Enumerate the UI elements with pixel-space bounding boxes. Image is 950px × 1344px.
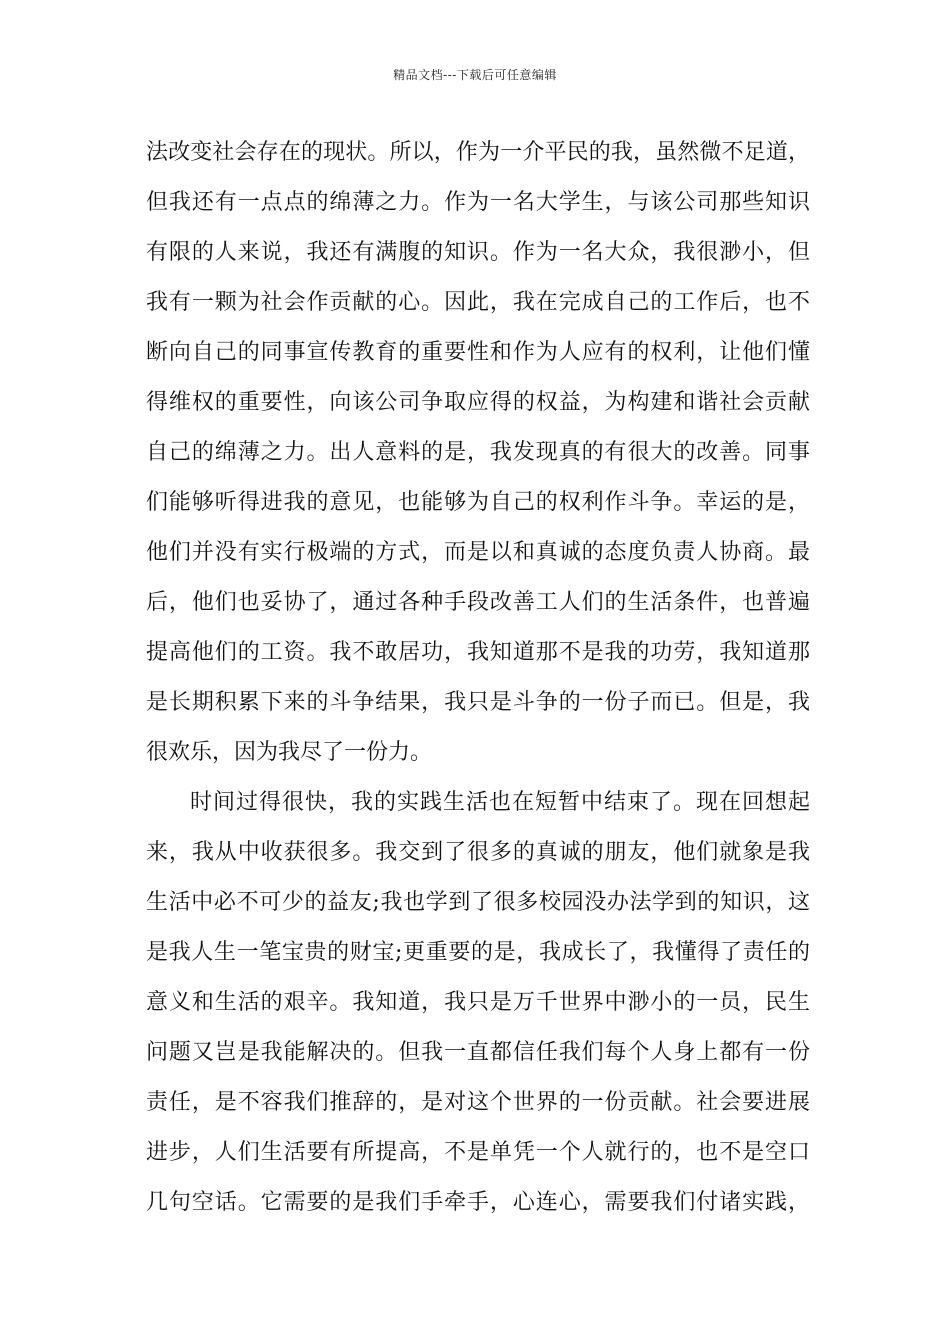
page-header: 精品文档---下载后可任意编辑 [393,68,557,82]
text-line: 自己的绵薄之力。出人意料的是，我发现真的有很大的改善。同事 [146,440,810,465]
text-line: 我有一颗为社会作贡献的心。因此，我在完成自己的工作后，也不 [146,290,810,315]
text-line: 们能够听得进我的意见，也能够为自己的权利作斗争。幸运的是， [146,490,810,515]
text-line: 进步，人们生活要有所提高，不是单凭一个人就行的，也不是空口 [146,1140,810,1165]
text-line: 后，他们也妥协了，通过各种手段改善工人们的生活条件，也普遍 [146,590,810,615]
text-line: 很欢乐，因为我尽了一份力。 [146,740,433,765]
text-line: 是长期积累下来的斗争结果，我只是斗争的一份子而已。但是，我 [146,690,810,715]
text-line: 是我人生一笔宝贵的财宝;更重要的是，我成长了，我懂得了责任的 [146,940,810,965]
text-line: 有限的人来说，我还有满腹的知识。作为一名大众，我很渺小，但 [146,240,810,265]
text-line: 来，我从中收获很多。我交到了很多的真诚的朋友，他们就象是我 [146,840,810,865]
text-line: 生活中必不可少的益友;我也学到了很多校园没办法学到的知识，这 [146,890,810,915]
text-line: 时间过得很快，我的实践生活也在短暂中结束了。现在回想起 [190,790,810,815]
text-line: 法改变社会存在的现状。所以，作为一介平民的我，虽然微不足道， [146,140,810,165]
text-line: 提高他们的工资。我不敢居功，我知道那不是我的功劳，我知道那 [146,640,810,665]
body-text [146,128,810,1228]
text-line: 断向自己的同事宣传教育的重要性和作为人应有的权利，让他们懂 [146,340,810,365]
text-line: 他们并没有实行极端的方式，而是以和真诚的态度负责人协商。最 [146,540,810,565]
paragraph [146,778,810,1228]
text-line: 但我还有一点点的绵薄之力。作为一名大学生，与该公司那些知识 [146,190,810,215]
text-line: 责任，是不容我们推辞的，是对这个世界的一份贡献。社会要进展 [146,1090,810,1115]
text-line: 得维权的重要性，向该公司争取应得的权益，为构建和谐社会贡献 [146,390,810,415]
text-line: 意义和生活的艰辛。我知道，我只是万千世界中渺小的一员，民生 [146,990,810,1015]
text-line: 问题又岂是我能解决的。但我一直都信任我们每个人身上都有一份 [146,1040,810,1065]
paragraph [146,128,810,778]
text-line: 几句空话。它需要的是我们手牵手，心连心，需要我们付诸实践， [146,1190,810,1215]
